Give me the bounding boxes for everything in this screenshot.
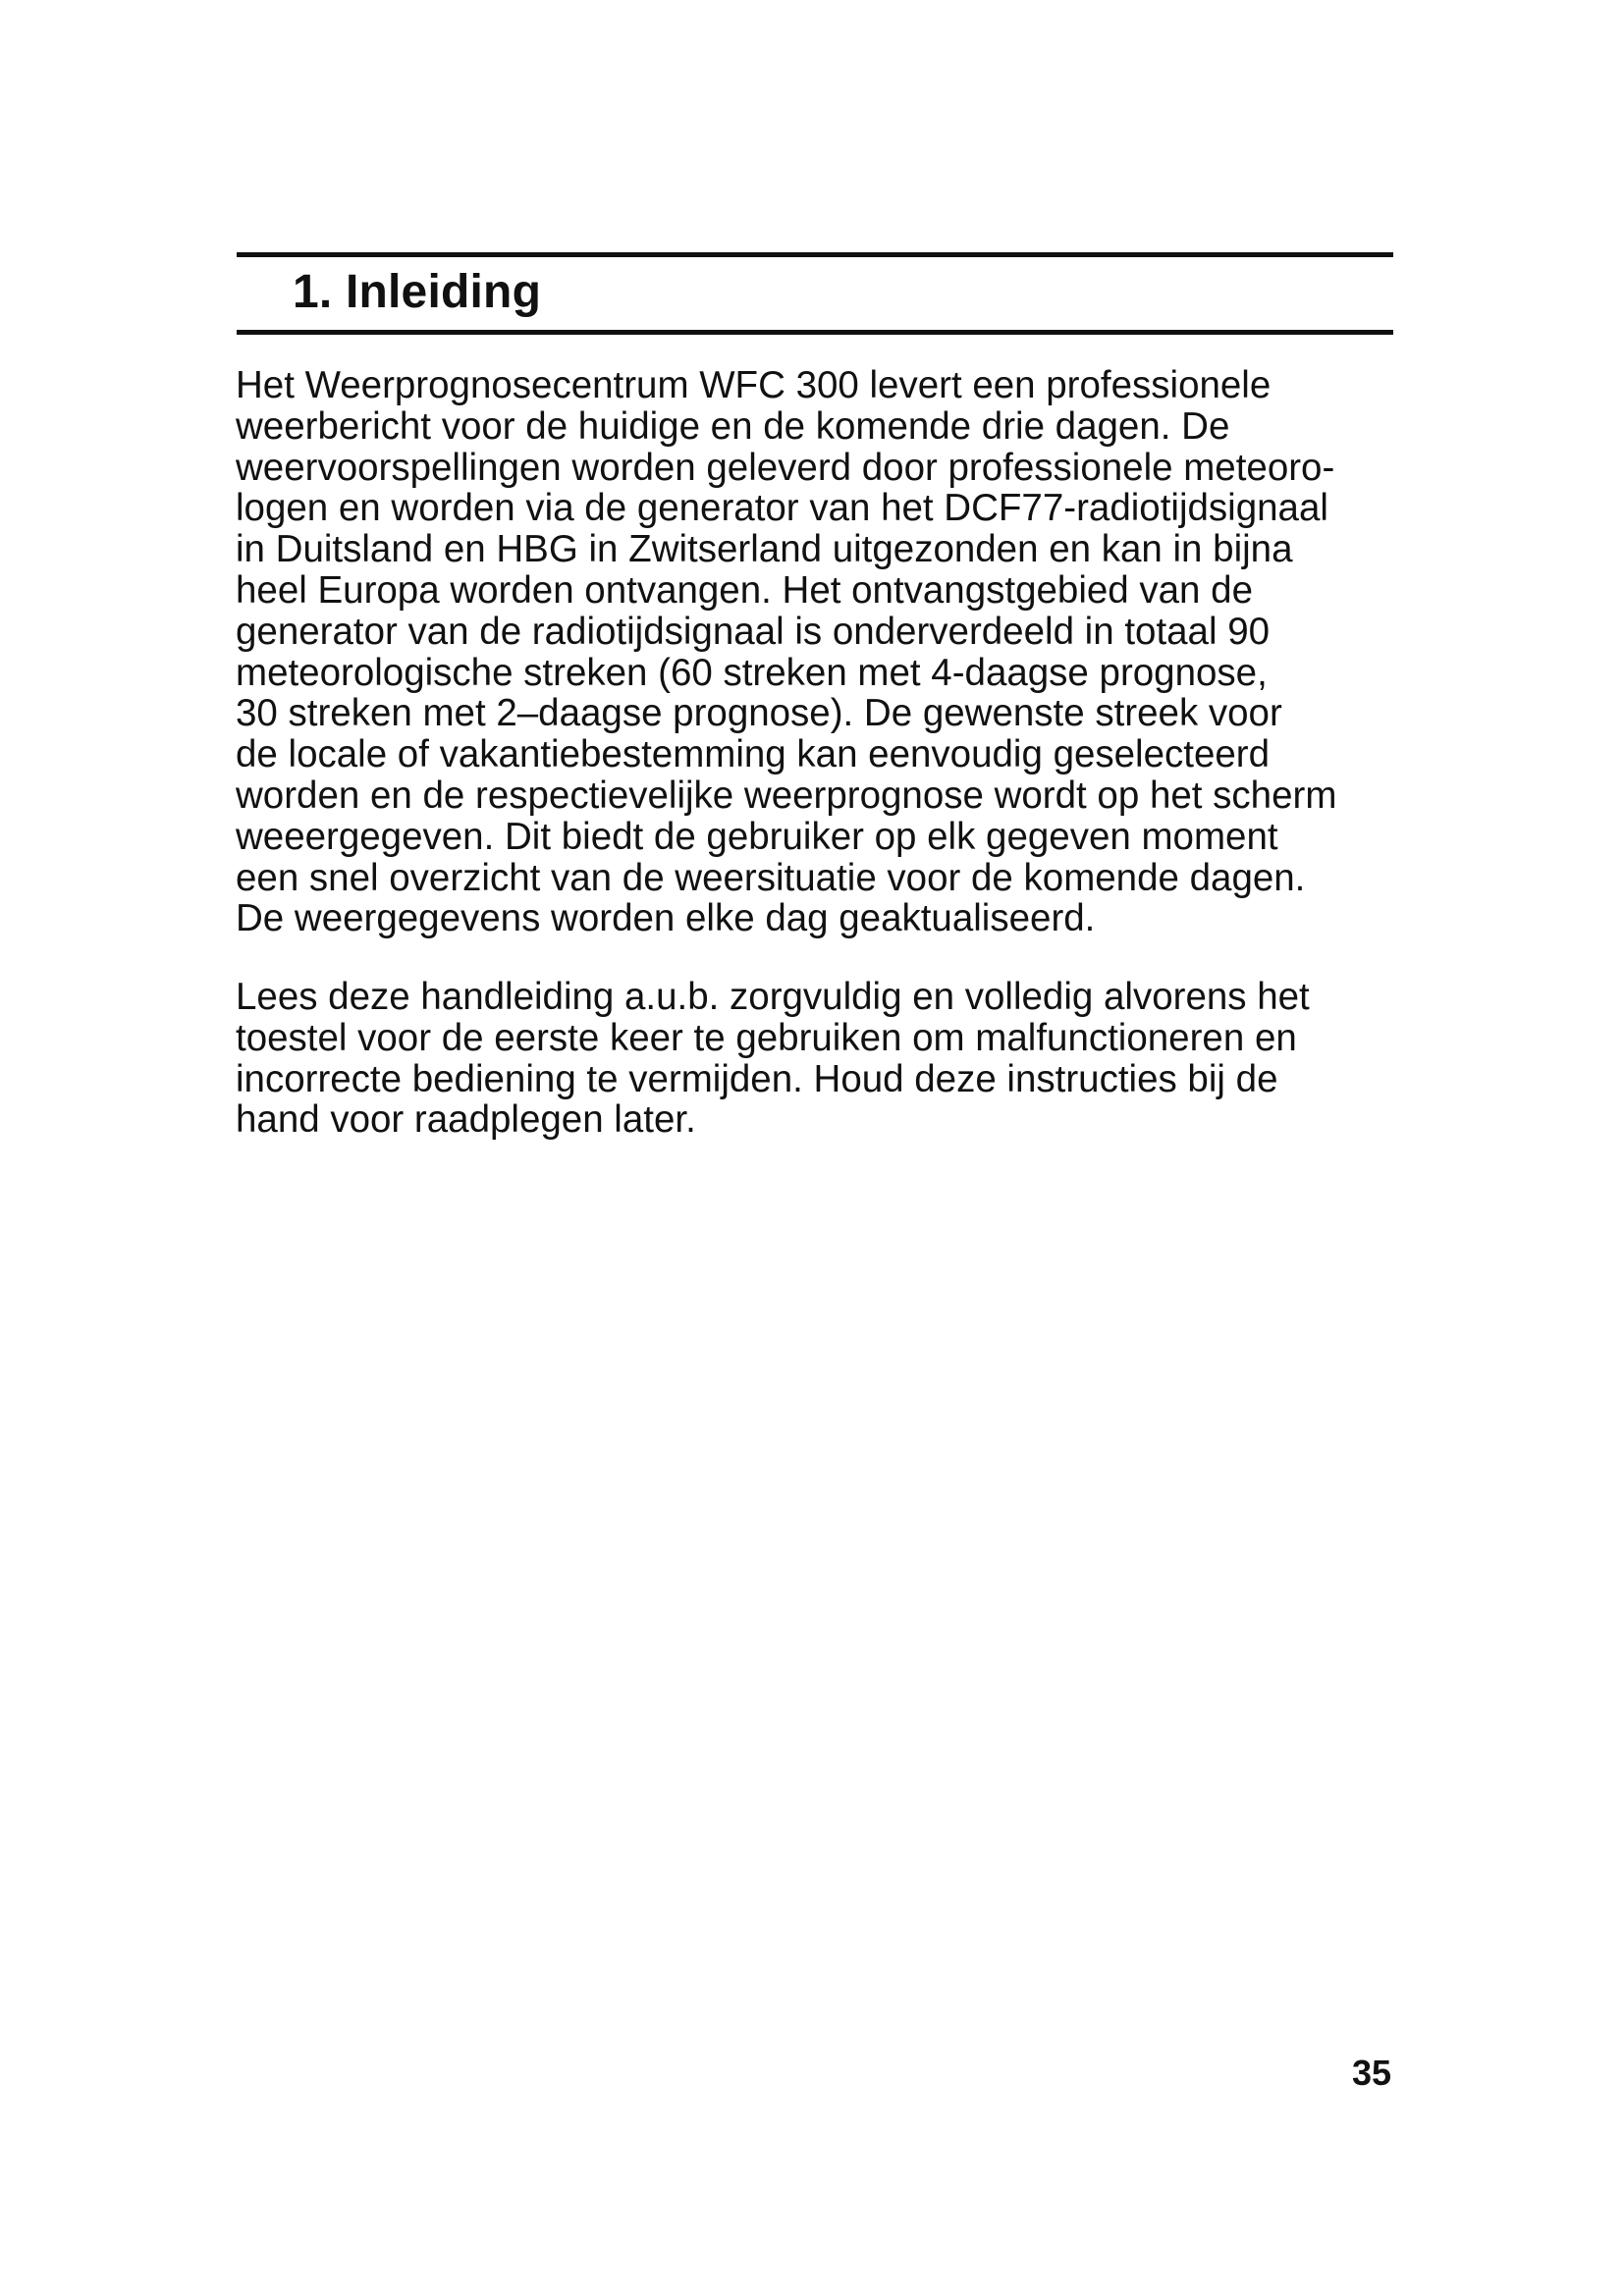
paragraph-line: Het Weerprognosecentrum WFC 300 levert een professionele <box>236 364 1272 406</box>
paragraph-line: logen en worden via de generator van het DCF77-radiotijdsignaal <box>236 487 1328 530</box>
heading-rule-top <box>237 252 1393 257</box>
paragraph-line: in Duitsland en HBG in Zwitserland uitgezonden en kan in bijna <box>236 528 1293 571</box>
paragraph-line: de locale of vakantiebestemming kan eenvoudig geselecteerd <box>236 733 1271 776</box>
paragraph-line: weervoorspellingen worden geleverd door professionele meteoro- <box>236 446 1335 489</box>
section-heading: 1. Inleiding <box>293 266 542 318</box>
paragraph-line: 30 streken met 2–daagse prognose). De gewenste streek voor <box>236 692 1282 735</box>
paragraph-line: toestel voor de eerste keer te gebruiken om malfunctioneren en <box>236 1016 1297 1059</box>
intro-paragraph <box>236 365 1512 939</box>
paragraph-line: heel Europa worden ontvangen. Het ontvangstgebied van de <box>236 568 1253 612</box>
instructions-paragraph <box>236 977 1512 1141</box>
page-number: 35 <box>1352 2053 1392 2093</box>
paragraph-line: generator van de radiotijdsignaal is onderverdeeld in totaal 90 <box>236 610 1271 653</box>
paragraph-line: meteorologische streken (60 streken met 4-daagse prognose, <box>236 651 1268 694</box>
paragraph-line: worden en de respectievelijke weerprognose wordt op het scherm <box>236 774 1337 817</box>
heading-rule-bottom <box>237 330 1393 335</box>
paragraph-line: Lees deze handleiding a.u.b. zorgvuldig en volledig alvorens het <box>236 976 1310 1018</box>
paragraph-line: weerbericht voor de huidige en de komende drie dagen. De <box>236 404 1230 448</box>
paragraph-line: een snel overzicht van de weersituatie voor de komende dagen. <box>236 856 1306 899</box>
paragraph-line: De weergegevens worden elke dag geaktualiseerd. <box>236 897 1096 940</box>
paragraph-line: incorrecte bediening te vermijden. Houd deze instructies bij de <box>236 1057 1278 1100</box>
paragraph-line: weeergegeven. Dit biedt de gebruiker op elk gegeven moment <box>236 815 1278 858</box>
paragraph-line: hand voor raadplegen later. <box>236 1098 696 1142</box>
